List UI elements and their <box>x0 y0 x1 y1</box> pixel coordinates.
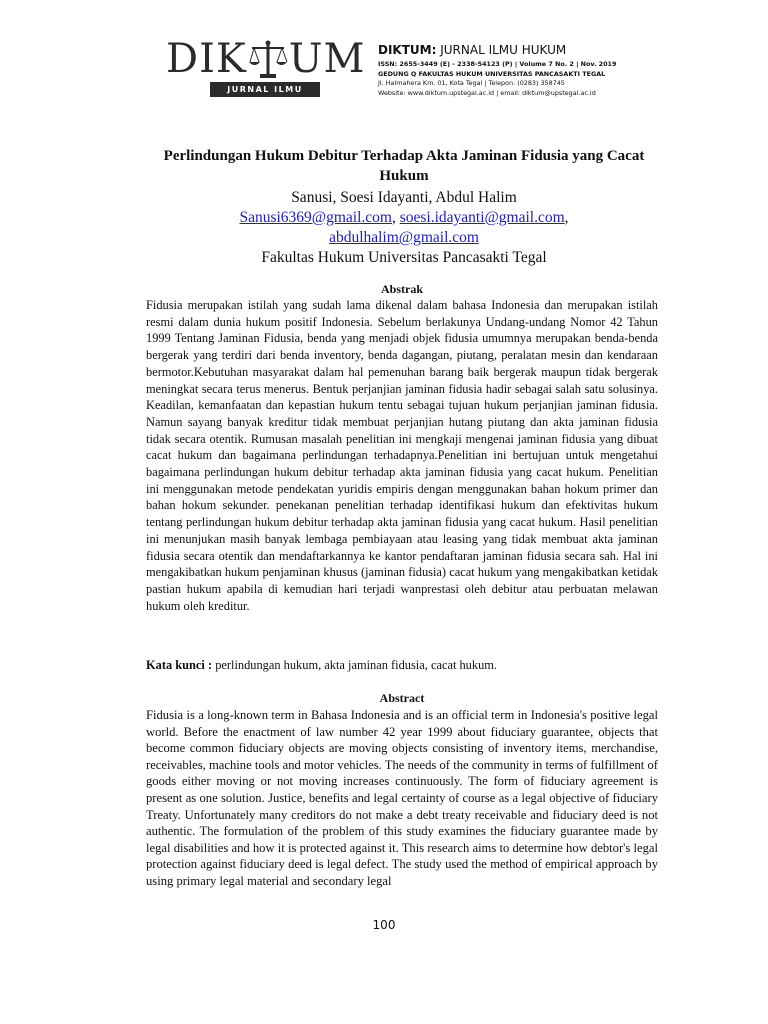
journal-address: Jl. Halmahera Km. 01, Kota Tegal | Telepon: (0283) 358745 <box>378 79 565 87</box>
journal-issn: ISSN: 2655-3449 (E) - 2338-54123 (P) | Volume 7 No. 2 | Nov. 2019 <box>378 60 617 68</box>
keywords-text: perlindungan hukum, akta jaminan fidusia, cacat hukum. <box>212 658 497 672</box>
abstrak-body: Fidusia merupakan istilah yang sudah lama dikenal dalam bahasa Indonesia dan merupakan istilah resmi dalam dunia hukum positif Indonesia. Sebelum berlakunya Undang-undang Nomor 42 Tahun 1999 Tentang Jaminan Fidusia, benda yang menjadi objek fidusia umumnya merupakan benda-benda bergerak yang terdiri dari benda inventory, benda dagangan, piutang, peralatan mesin dan kendaraan bermotor.Kebutuhan masyarakat dalam hal pemenuhan barang baik bergerak maupun tidak bergerak meningkat secara terus menerus. Bentuk perjanjian jaminan fidusia hadir sebagai salah satu solusinya. Keadilan, kemanfaatan dan kepastian hukum tentu sebagai tujuan hukum perjanjian jaminan fidusia. Namun sayang banyak kreditur tidak membuat perjanjian hutang piutang dan akta jaminan fidusia tidak secara otentik. Rumusan masalah penelitian ini mengkaji mengenai jaminan fidusia yang dibuat cacat hukum dan bagaimana perlindungan terhadapnya.Penelitian ini bertujuan untuk mengetahui bagaimana perlindungan hukum debitur terhadap akta jaminan fidusia yang cacat hukum. Penelitian ini menggunakan metode pendekatan yuridis empiris dengan menggunakan bahan hokum primer dan bahan hokum sekunder. penekanan penelitian terhadap identifikasi hukum dan efektivitas hukum tentang perlindungan hukum debitur terhadap akta jaminan fidusia yang cacat hukum. Hasil penelitian ini menunjukan masih banyak lembaga pembiayaan atau leasing yang tidak membuat akta jaminan fidusia secara otentik dan mendaftarkannya ke kantor pendaftaran jaminan fidusia secara sah. Hal ini mengakibatkan hukum penjaminan khusus (jaminan fidusia) cacat hukum yang mengakibatkan ketidak pastian hukum apabila di kemudian hari terjadi wanprestasi oleh debitur atau perbuatan melawan hukum oleh kreditur. <box>146 298 658 613</box>
keywords-label: Kata kunci : <box>146 658 213 672</box>
affiliation: Fakultas Hukum Universitas Pancasakti Tegal <box>261 249 547 266</box>
paper-title: Perlindungan Hukum Debitur Terhadap Akta Jaminan Fidusia yang Cacat Hukum <box>163 148 645 184</box>
email-link-soesi[interactable]: soesi.idayanti@gmail.com <box>399 209 565 226</box>
logo-text-right: UM <box>288 36 366 82</box>
keywords <box>146 657 658 674</box>
author-emails: Sanusi6369@gmail.com, soesi.idayanti@gmail.com, abdulhalim@gmail.com <box>239 209 569 246</box>
journal-name: DIKTUM: JURNAL ILMU HUKUM <box>378 43 567 57</box>
scales-of-justice-icon <box>248 38 288 80</box>
email-link-sanusi[interactable]: Sanusi6369@gmail.com <box>239 209 392 226</box>
title-block <box>140 146 668 268</box>
journal-logo <box>166 36 366 109</box>
logo-text-left: DIK <box>166 36 247 82</box>
abstract-body: Fidusia is a long-known term in Bahasa Indonesia and is an official term in Indonesia's positive legal world. Before the enactment of law number 42 year 1999 about fiduciary guarantee, objects that become common fiduciary objects are moving objects consisting of inventory items, merchandise, receivables, machine tools and motor vehicles. The needs of the community in terms of fulfillment of goods either moving or not moving increases continuously. The form of fiduciary agreement is present as one solution. Justice, benefits and legal certainty of course as a legal objective of fiduciary Treaty. Unfortunately many creditors do not make a debt treaty receivable and fiduciary deed is not authentic. The formulation of the problem of this study examines the fiduciary guarantee made by legal disabilities and how it is protected against it. This research aims to determine how debtor's legal protection against fiduciary deed is legal defect. The study used the method of empirical approach by using primary legal material and secondary legal <box>146 708 658 888</box>
authors: Sanusi, Soesi Idayanti, Abdul Halim <box>291 189 517 206</box>
page-number: 100 <box>372 918 396 932</box>
journal-building: GEDUNG Q FAKULTAS HUKUM UNIVERSITAS PANCASAKTI TEGAL <box>378 69 606 78</box>
logo-band: JURNAL ILMU HUKUM <box>210 82 320 97</box>
email-link-abdul[interactable]: abdulhalim@gmail.com <box>329 229 479 246</box>
journal-header <box>166 32 636 109</box>
abstract-heading: Abstract <box>379 691 425 705</box>
journal-website: Website: www.diktum.upstegal.ac.id | email: diktum@upstegal.ac.id <box>378 88 596 97</box>
abstrak-heading: Abstrak <box>380 282 423 296</box>
journal-info <box>378 42 638 98</box>
